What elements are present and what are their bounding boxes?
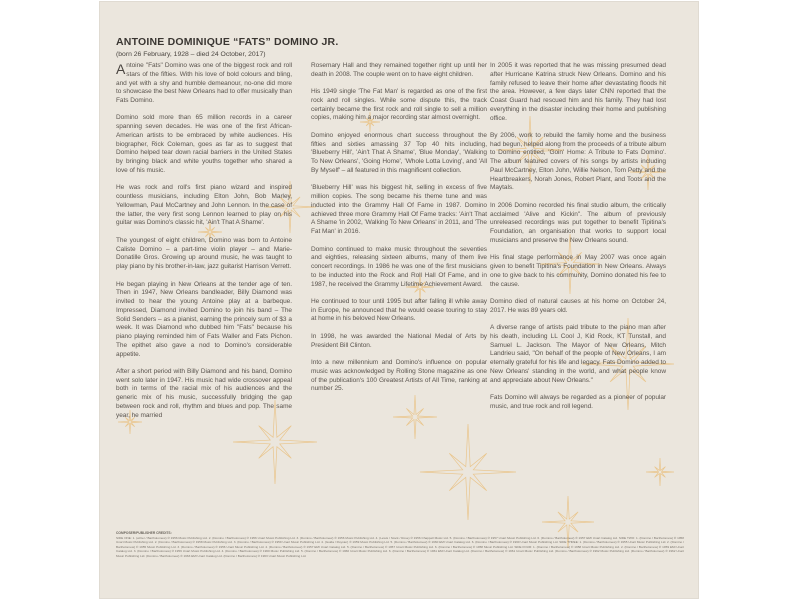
paragraph: He was rock and roll's first piano wizard and inspired countless musicians, including Elton John, Bob Marley, Yellowman, Paul McCartney and John Lennon. In the case of the latter, the very first song Lennon learned to play on his guitar was Domino's classic hit, 'Ain't That A Shame'.: [116, 184, 292, 227]
paragraph: He began playing in New Orleans at the tender age of ten. Then in 1947, New Orleans bandleader, Billy Diamond was invited to hear the young Antoine play at a barbeque. Impressed, Diamond invited Domino to join his band – The Solid Senders – as a pianist, earning the princely sum of $3 a week. It was Diamond who dubbed him "Fats" because his piano playing reminded him of Fats Waller and Fats Pichon. The epithet also gave a nod to Domino's considerable appetite.: [116, 280, 292, 358]
paragraph: Fats Domino will always be regarded as a pioneer of popular music, and true rock and roll legend.: [490, 394, 666, 410]
paragraph: His final stage performance in May 2007 was once again given to benefit Tipitina's Foundation in New Orleans. Always one to give back to his community, Domino donated his fee to the cause.: [490, 254, 666, 288]
paragraph: By 2006, work to rebuild the family home and the business had begun, helped along from the proceeds of a tribute album to Domino entitled, 'Goin' Home: A Tribute to Fats Domino'. The album featured covers of his songs by artists including Paul McCartney, Elton John, Willie Nelson, Tom Petty and the Heartbreakers, Norah Jones, Robert Plant, and Toots and the Maytals.: [490, 131, 666, 192]
paragraph: Domino sold more than 65 million records in a career spanning seven decades. He was one of the first African-American artists to be embraced by white audiences. His biographer, Rick Coleman, goes as far as to suggest that Domino helped tear down racial barriers in the United States by bringing black and white youths together who shared a love of his music.: [116, 114, 292, 174]
text-column-2: [311, 62, 487, 403]
page-title: ANTOINE DOMINIQUE “FATS” DOMINO JR.: [116, 36, 339, 48]
paragraph: After a short period with Billy Diamond and his band, Domino went solo later in 1947. His music had wide crossover appeal both in terms of the racial mix of his audiences and the generic mix of his music, successfully bridging the gap between rock and roll, rhythm and blues and pop. The same year, he married: [116, 367, 292, 419]
drop-cap: A: [116, 61, 126, 77]
credits-heading: COMPOSER/PUBLISHER CREDITS:: [116, 531, 172, 535]
paragraph: A diverse range of artists paid tribute to the piano man after his death, including LL Cool J, Kid Rock, KT Tunstall, and Samuel L. Jackson. The Mayor of New Orleans, Mitch Landrieu said, "On behalf of the people of New Orleans, I am eternally grateful for his life and legacy. Fats Domino added to New Orleans' standing in the world, and what people know and appreciate about New Orleans.": [490, 324, 666, 384]
credits-text: SIDE ONE: 1. (writer / Bartholomew) ℗ 1956 Music Publishing Ltd. 2. (Domino / Bartholomew) ℗ 1956 Unart Music Publishing Ltd. 3. (Domino / Bartholomew) ℗ 1956 Music Publishing Ltd. 4. (Lewis / Stock / Rose) ℗ 1956 Chappell Music Ltd. 5. (Domino / Bartholomew) ℗ 1957 Unart Music Publishing Ltd. 6. (Domino / Bartholomew) ℗ 1957 EMI Unart Catalog Ltd. SIDE TWO: 1. (Domino / Bartholomew) ℗ 1958 Unart Music Publishing Ltd. 2. (Domino / Bartholomew) ℗ 1958 Music Publishing Ltd. 3. (Domino / Bartholomew) ℗ 1959 Unart Music Publishing Ltd. 4. (Guida / Royster) ℗ 1959 Music Publishing Ltd. 5. (Domino / Bartholomew) ℗ 1960 EMI Unart Catalog Ltd. 6. (Domino / Bartholomew) ℗ 1960 Unart Music Publishing Ltd. SIDE THREE: 1. (Domino / Bartholomew) ℗ 1955 Unart Music Publishing Ltd. 2. (Domino / Bartholomew) ℗ 1955 Music Publishing Ltd. 3. (Domino / Bartholomew) ℗ 1956 Unart Music Publishing Ltd. 4. (Domino / Bartholomew) ℗ 1957 EMI Unart Catalog Ltd. 5. (Domino / Bartholomew) ℗ 1957 Unart Music Publishing Ltd. 6. (Domino / Bartholomew) ℗ 1958 Music Publishing Ltd. SIDE FOUR: 1. (Domino / Bartholomew) ℗ 1958 Unart Music Publishing Ltd. 2. (Domino / Bartholomew) ℗ 1959 EMI Unart Catalog Ltd. 3. (Domino / Bartholomew) ℗ 1959 Unart Music Publishing Ltd. 4. (Domino / Bartholomew) ℗ 1960 Music Publishing Ltd. 5. (Domino / Bartholomew) ℗ 1960 Unart Music Publishing Ltd. 6. (Domino / Bartholomew) ℗ 1961 EMI Unart Catalog Ltd. (Domino / Bartholomew) ℗ 1961 Unart Music Publishing Ltd. (Domino / Bartholomew) ℗ 1962 Music Publishing Ltd. (Domino / Bartholomew) ℗ 1962 Unart Music Publishing Ltd. (Domino / Bartholomew) ℗ 1963 EMI Unart Catalog Ltd. (Domino / Bartholomew) ℗ 1963 Unart Music Publishing Ltd.: [116, 535, 684, 558]
paragraph: Rosemary Hall and they remained together right up until her death in 2008. The couple went on to have eight children.: [311, 62, 487, 78]
star-icon: [420, 424, 516, 520]
paragraph: In 2006 Domino recorded his final studio album, the critically acclaimed 'Alive and Kickin''. The album of previously unreleased recordings was put together to benefit Tipitina's Foundation, an organisation that works to support local musicians and preserve the New Orleans sound.: [490, 201, 666, 244]
paragraph: 'Blueberry Hill' was his biggest hit, selling in excess of five million copies. The song became his theme tune and was inducted into the Grammy Hall Of Fame in 1987. Domino achieved three more Grammy Hall Of Fame tracks: 'Ain't That A Shame 'in 2002, 'Walking To New Orleans' in 2011, and 'The Fat Man' in 2016.: [311, 184, 488, 236]
paragraph: In 2005 it was reported that he was missing presumed dead after Hurricane Katrina struck New Orleans. Domino and his family refused to leave their home after devastating floods hit the area. However, a few days later CNN reported that the Coast Guard had rescued him and his family. They had lost everything in the disaster including their home and publishing office.: [490, 62, 666, 122]
paragraph: Domino continued to make music throughout the seventies and eighties, releasing sixteen albums, many of them live concert recordings. In 1986 he was one of the first musicians to be inducted into the Rock and Roll Hall Of Fame, and in 1987, he received the Grammy Lifetime Achievement Award.: [311, 245, 487, 288]
paragraph: Domino enjoyed enormous chart success throughout the fifties and sixties amassing 37 Top 40 hits including, 'Blueberry Hill', 'Ain't That A Shame', 'Blue Monday', 'Walking To New Orleans', 'Going Home', 'Whole Lotta Loving', and 'All By Myself' – all featured in this magnificent collection.: [311, 131, 487, 174]
text-column-1: [116, 62, 292, 429]
paragraph: Into a new millennium and Domino's influence on popular music was acknowledged by Rolling Stone magazine as one of the publication's 100 Greatest Artists of All Time, ranking at number 25.: [311, 359, 487, 393]
star-icon: [646, 458, 674, 486]
composer-credits: [116, 531, 684, 559]
paragraph: He continued to tour until 1995 but after falling ill while away in Europe, he announced that he would cease touring to stay at home in his beloved New Orleans.: [311, 297, 487, 323]
liner-notes-sheet: [100, 2, 698, 598]
paragraph: His 1949 single 'The Fat Man' is regarded as one of the first rock and roll singles. While some dispute this, the track certainly became the first rock and roll single to sell a million copies, making him a major recording star almost overnight.: [311, 88, 487, 122]
paragraph: Domino died of natural causes at his home on October 24, 2017. He was 89 years old.: [490, 298, 666, 314]
header: [116, 36, 446, 60]
text-column-3: [490, 62, 666, 420]
paragraph: Antoine "Fats" Domino was one of the biggest rock and roll stars of the fifties. With his love of bold colours and bling, and yet with a shy and humble demeanour, no-one did more to showcase the best New Orleans had to offer musically than Fats Domino.: [116, 61, 292, 104]
paragraph: The youngest of eight children, Domino was born to Antoine Caliste Domino – a part-time violin player – and Marie-Donatille Gros. Growing up around music, he was taught to play piano by his brother-in-law, jazz guitarist Harrison Verrett.: [116, 236, 292, 271]
paragraph: In 1998, he was awarded the National Medal of Arts by President Bill Clinton.: [311, 332, 487, 349]
life-dates: (born 26 February, 1928 – died 24 October, 2017): [116, 51, 266, 58]
